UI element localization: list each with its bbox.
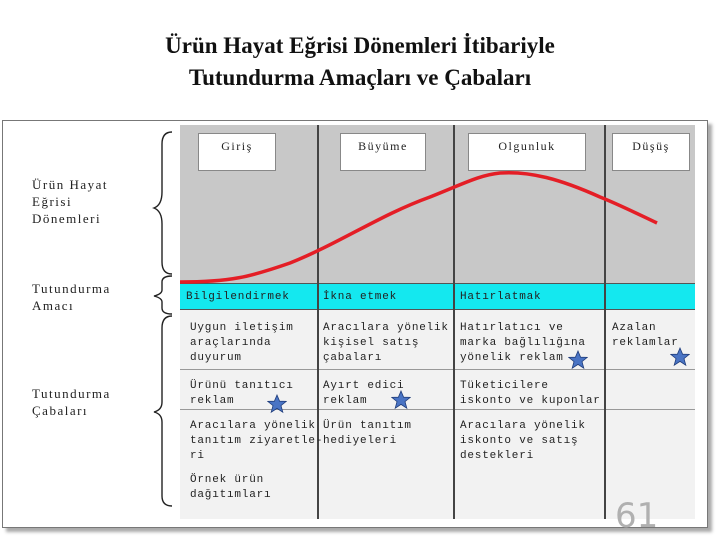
effort-intro-2-line: reklam xyxy=(190,395,235,407)
lifecycle-grid xyxy=(180,125,695,519)
effort-growth-2-line: Ayırt edici xyxy=(323,380,405,392)
efforts-label-line-2: Çabaları xyxy=(32,403,89,418)
star-icon xyxy=(670,347,690,367)
effort-maturity-2-line: iskonto ve kuponlar xyxy=(460,395,601,407)
effort-growth-1-line: çabaları xyxy=(323,352,383,364)
star-icon xyxy=(568,350,588,370)
star-icon xyxy=(267,394,287,414)
lifecycle-label xyxy=(32,176,108,227)
divider-efforts-top xyxy=(180,309,695,310)
slide-title xyxy=(0,30,720,94)
effort-intro-1-line: duyurum xyxy=(190,352,242,364)
objective-label-line-1: Tutundurma xyxy=(32,281,111,296)
effort-intro-4 xyxy=(190,473,271,503)
page-number: 61 xyxy=(615,496,659,536)
effort-intro-3-line: ri xyxy=(190,450,205,462)
efforts-brace xyxy=(154,316,172,506)
effort-maturity-2 xyxy=(460,379,601,409)
lifecycle-curve xyxy=(180,173,657,282)
effort-intro-1-line: Uygun iletişim xyxy=(190,322,294,334)
effort-maturity-1-line: marka bağlılığına xyxy=(460,337,586,349)
divider-efforts-row3 xyxy=(180,409,695,410)
effort-decline-1-line: Azalan xyxy=(612,322,657,334)
objective-brace xyxy=(154,276,172,314)
objective-label-line-2: Amacı xyxy=(32,298,75,313)
stage-intro: Giriş xyxy=(198,133,276,171)
effort-intro-3 xyxy=(190,419,323,464)
effort-maturity-1-line: yönelik reklam xyxy=(460,352,564,364)
effort-maturity-3-line: Aracılara yönelik xyxy=(460,420,586,432)
effort-maturity-3-line: destekleri xyxy=(460,450,535,462)
effort-maturity-3-line: iskonto ve satış xyxy=(460,435,579,447)
star-icon xyxy=(391,390,411,410)
stage-maturity: Olgunluk xyxy=(468,133,586,171)
effort-growth-1-line: Aracılara yönelik xyxy=(323,322,449,334)
effort-intro-1-line: araçlarında xyxy=(190,337,272,349)
effort-intro-3-line: Aracılara yönelik xyxy=(190,420,316,432)
effort-decline-1-line: reklamlar xyxy=(612,337,679,349)
efforts-label-line-1: Tutundurma xyxy=(32,386,111,401)
stage-growth: Büyüme xyxy=(340,133,426,171)
effort-intro-4-line: Örnek ürün xyxy=(190,474,265,486)
effort-growth-1-line: kişisel satış xyxy=(323,337,420,349)
effort-decline-1 xyxy=(612,321,679,351)
braces xyxy=(150,130,180,510)
stage-decline: Düşüş xyxy=(612,133,690,171)
lifecycle-label-line-1: Ürün Hayat xyxy=(32,177,109,192)
effort-maturity-3 xyxy=(460,419,586,464)
lifecycle-brace xyxy=(154,132,172,274)
title-line-2: Tutundurma Amaçları ve Çabaları xyxy=(188,65,532,90)
effort-growth-1 xyxy=(323,321,449,366)
effort-maturity-2-line: Tüketicilere xyxy=(460,380,549,392)
efforts-label xyxy=(32,385,111,419)
effort-intro-2-line: Ürünü tanıtıcı xyxy=(190,380,294,392)
effort-growth-3 xyxy=(323,419,412,449)
lifecycle-label-line-2: Eğrisi xyxy=(32,194,73,209)
objective-maturity: Hatırlatmak xyxy=(460,291,542,303)
effort-growth-3-line: hediyeleri xyxy=(323,435,398,447)
objective-label xyxy=(32,280,111,314)
effort-maturity-1-line: Hatırlatıcı ve xyxy=(460,322,564,334)
effort-growth-3-line: Ürün tanıtım xyxy=(323,420,412,432)
effort-intro-4-line: dağıtımları xyxy=(190,489,272,501)
objective-growth: İkna etmek xyxy=(323,291,398,303)
objective-intro: Bilgilendirmek xyxy=(186,291,290,303)
effort-intro-3-line: tanıtım ziyaretle- xyxy=(190,435,324,447)
divider-efforts-row2 xyxy=(180,369,695,370)
effort-maturity-1 xyxy=(460,321,586,366)
effort-growth-2-line: reklam xyxy=(323,395,368,407)
lifecycle-label-line-3: Dönemleri xyxy=(32,211,102,226)
effort-intro-1 xyxy=(190,321,294,366)
lifecycle-curve-chart xyxy=(180,125,695,285)
title-line-1: Ürün Hayat Eğrisi Dönemleri İtibariyle xyxy=(165,33,555,58)
